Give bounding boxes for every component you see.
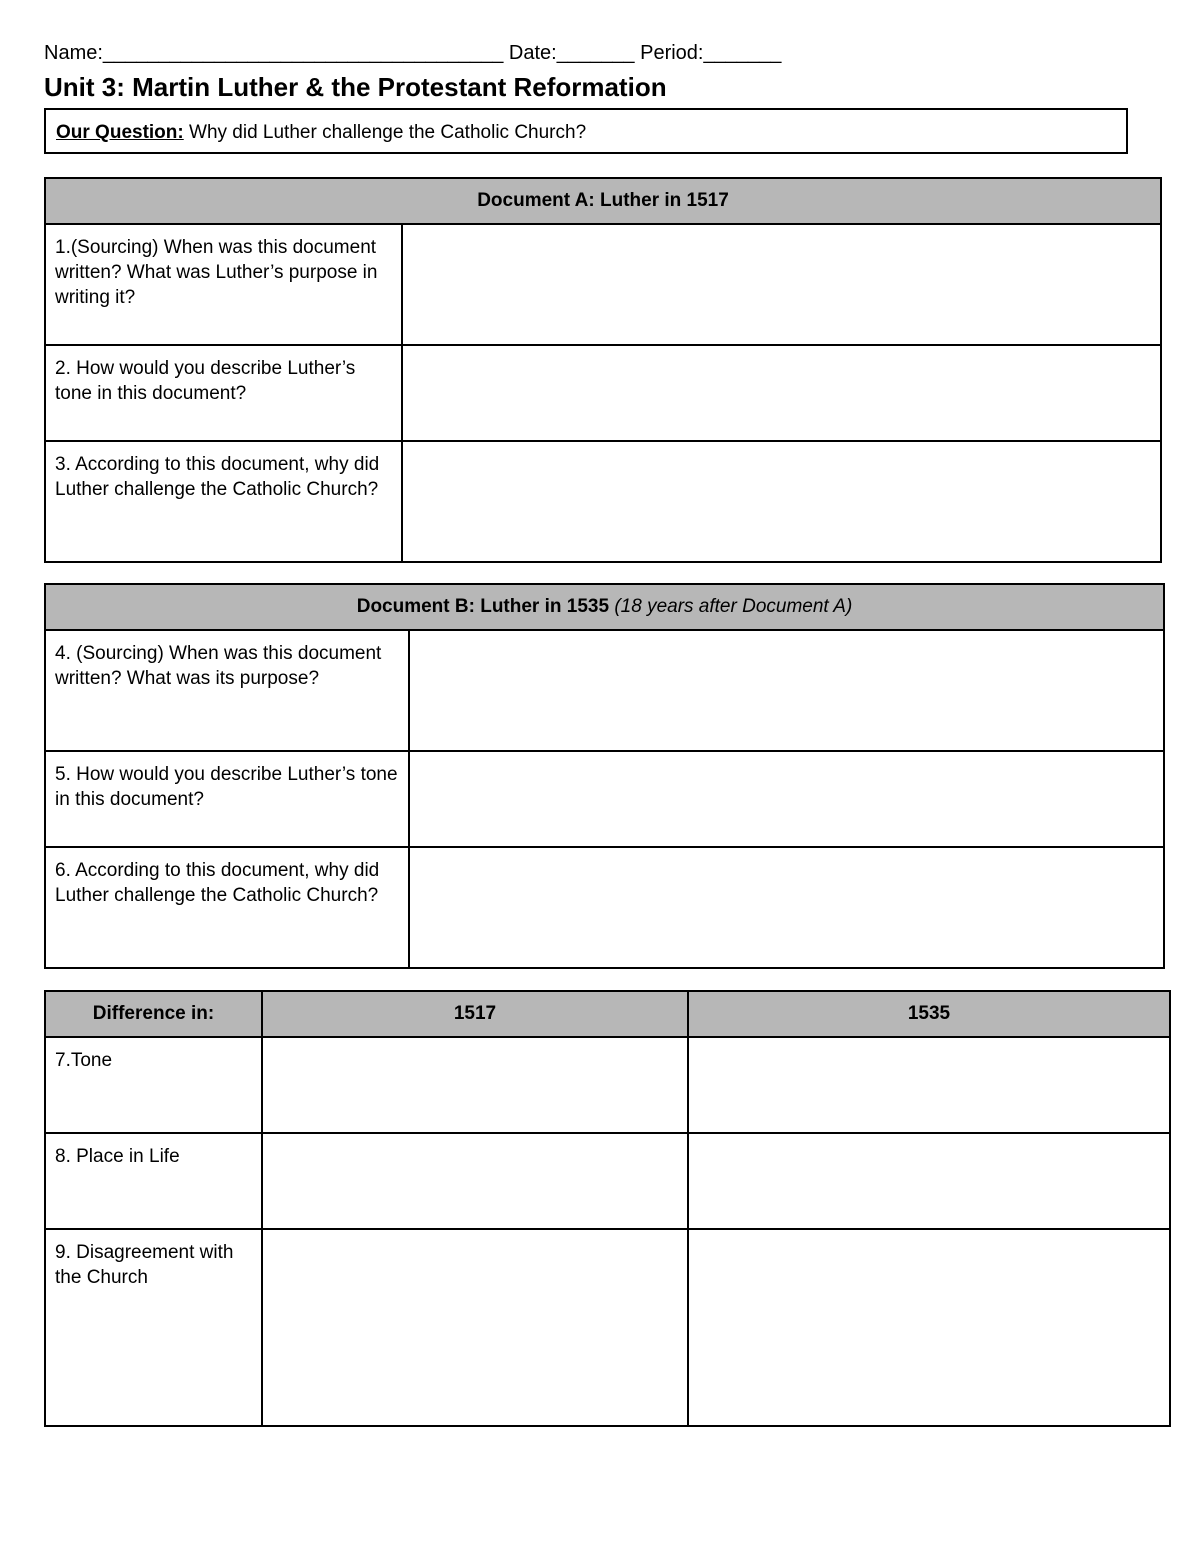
name-date-period-line: Name:____________________________________ Date:_______ Period:_______ xyxy=(44,42,782,64)
question-5-prompt: 5. How would you describe Luther’s tone in this document? xyxy=(45,751,409,847)
question-3-answer-cell[interactable] xyxy=(402,441,1161,562)
question-2-answer-cell[interactable] xyxy=(402,345,1161,441)
question-7-1517-cell[interactable] xyxy=(262,1037,688,1133)
table-row xyxy=(45,224,1161,345)
question-6-answer-cell[interactable] xyxy=(409,847,1164,968)
question-4-answer-cell[interactable] xyxy=(409,630,1164,751)
document-b-heading: Document B: Luther in 1535 xyxy=(356,596,610,617)
table-row xyxy=(45,630,1164,751)
question-1-prompt: 1.(Sourcing) When was this document written? What was Luther’s purpose in writing it? xyxy=(45,224,402,345)
comparison-header-1535: 1535 xyxy=(688,991,1170,1037)
question-2-prompt: 2. How would you describe Luther’s tone in this document? xyxy=(45,345,402,441)
comparison-header-row xyxy=(45,991,1170,1037)
document-a-heading: Document A: Luther in 1517 xyxy=(45,178,1161,224)
our-question-text: Why did Luther challenge the Catholic Church? xyxy=(183,122,587,143)
question-9-1535-cell[interactable] xyxy=(688,1229,1170,1426)
table-row xyxy=(45,1229,1170,1426)
question-9-1517-cell[interactable] xyxy=(262,1229,688,1426)
question-5-answer-cell[interactable] xyxy=(409,751,1164,847)
document-b-header-row xyxy=(45,584,1164,630)
question-9-prompt: 9. Disagreement with the Church xyxy=(45,1229,262,1426)
document-a-header-row xyxy=(45,178,1161,224)
comparison-header-difference: Difference in: xyxy=(45,991,262,1037)
question-4-prompt: 4. (Sourcing) When was this document written? What was its purpose? xyxy=(45,630,409,751)
document-b-table xyxy=(44,583,1165,969)
page-title: Unit 3: Martin Luther & the Protestant Reformation xyxy=(44,72,667,102)
table-row xyxy=(45,345,1161,441)
question-7-prompt: 7.Tone xyxy=(45,1037,262,1133)
comparison-header-1517: 1517 xyxy=(262,991,688,1037)
question-8-1535-cell[interactable] xyxy=(688,1133,1170,1229)
table-row xyxy=(45,441,1161,562)
table-row xyxy=(45,847,1164,968)
comparison-table xyxy=(44,990,1171,1427)
table-row xyxy=(45,751,1164,847)
question-7-1535-cell[interactable] xyxy=(688,1037,1170,1133)
question-3-prompt: 3. According to this document, why did Luther challenge the Catholic Church? xyxy=(45,441,402,562)
table-row xyxy=(45,1037,1170,1133)
question-8-1517-cell[interactable] xyxy=(262,1133,688,1229)
document-b-heading-cell xyxy=(45,584,1164,630)
table-row xyxy=(45,1133,1170,1229)
document-a-table xyxy=(44,177,1162,563)
question-1-answer-cell[interactable] xyxy=(402,224,1161,345)
question-8-prompt: 8. Place in Life xyxy=(45,1133,262,1229)
document-b-heading-note: (18 years after Document A) xyxy=(609,596,853,617)
our-question-label: Our Question: xyxy=(56,122,184,143)
our-question-box xyxy=(44,108,1128,154)
question-6-prompt: 6. According to this document, why did Luther challenge the Catholic Church? xyxy=(45,847,409,968)
